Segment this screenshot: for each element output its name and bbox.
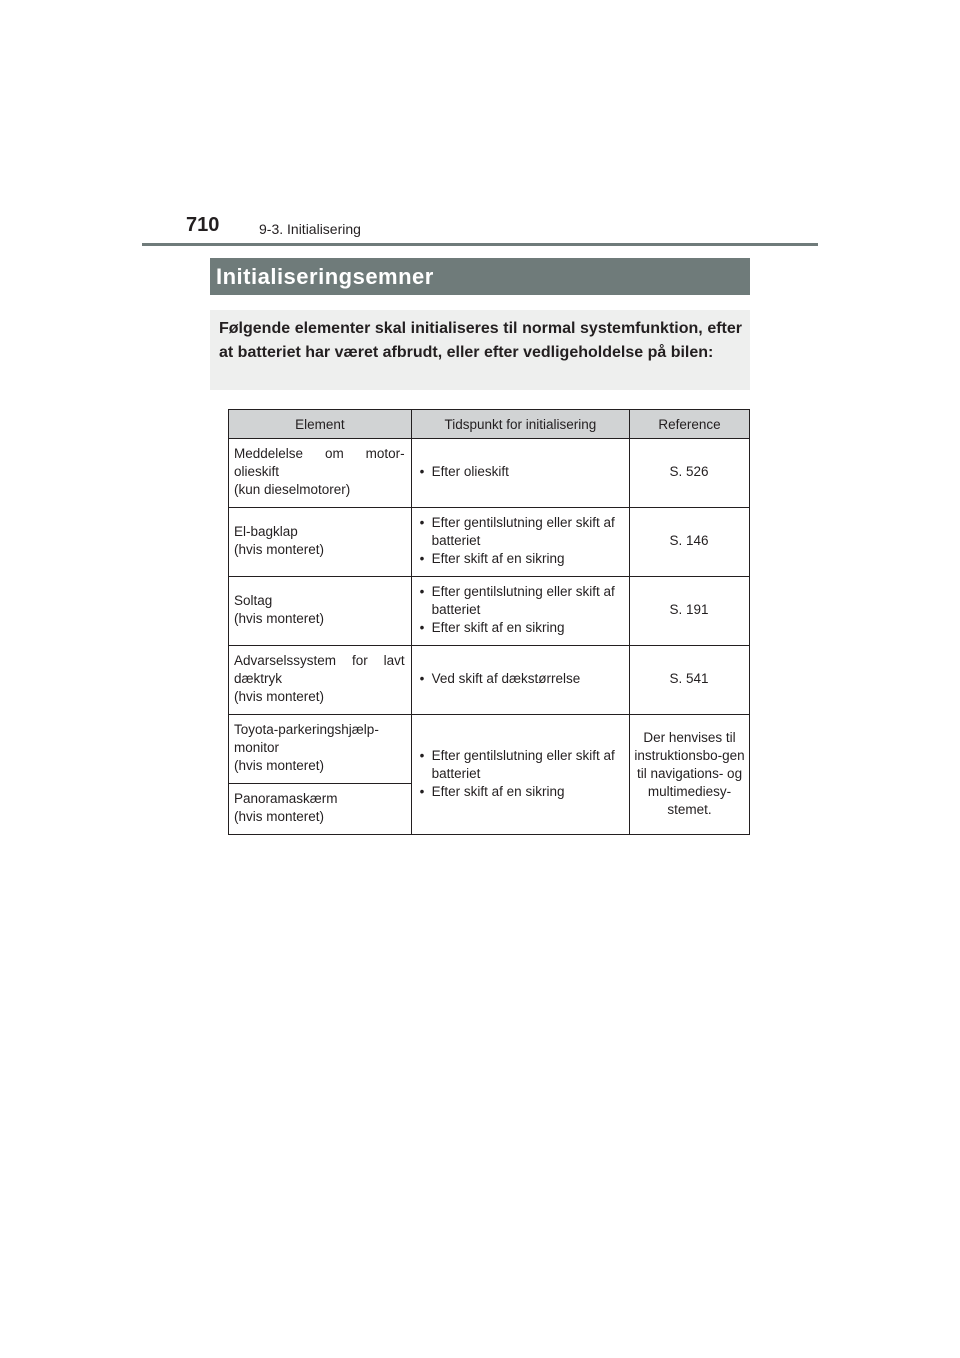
column-header-element: Element	[229, 410, 412, 439]
timing-item: • Efter skift af en sikring	[419, 620, 565, 635]
reference-cell: S. 526	[630, 439, 750, 508]
column-header-reference: Reference	[630, 410, 750, 439]
element-cell	[229, 439, 412, 508]
timing-cell	[411, 577, 629, 646]
reference-cell: Der henvises til instruktionsbo-gen til navigations- og multimediesy-stemet.	[630, 715, 750, 835]
section-title: Initialiseringsemner	[216, 263, 434, 289]
timing-item: • Efter gentilslutning eller skift af batteriet	[419, 515, 615, 548]
element-line: (hvis monteret)	[234, 758, 325, 773]
timing-item: • Efter skift af en sikring	[419, 551, 565, 566]
element-line: Advarselssystem for lavt	[234, 653, 405, 668]
bullet-icon: •	[419, 620, 425, 635]
bullet-icon: •	[419, 464, 425, 479]
table-row	[229, 508, 750, 577]
timing-item: • Efter gentilslutning eller skift af batteriet	[419, 747, 615, 781]
element-line: dæktryk	[234, 671, 283, 686]
bullet-icon: •	[419, 747, 425, 763]
timing-cell	[411, 715, 629, 835]
bullet-icon: •	[419, 551, 425, 566]
element-line: olieskift	[234, 464, 280, 479]
element-line: Panoramaskærm	[234, 791, 338, 806]
table-row	[229, 646, 750, 715]
page-number: 710	[186, 214, 220, 236]
element-cell	[229, 577, 412, 646]
element-line: (kun dieselmotorer)	[234, 482, 351, 497]
table-header-row	[229, 410, 750, 439]
element-cell	[229, 646, 412, 715]
section-title-bar	[210, 258, 750, 295]
column-header-timing: Tidspunkt for initialisering	[411, 410, 629, 439]
table-row	[229, 439, 750, 508]
timing-item: • Efter skift af en sikring	[419, 783, 565, 799]
reference-cell: S. 191	[630, 577, 750, 646]
reference-cell: S. 541	[630, 646, 750, 715]
initialization-table	[228, 409, 750, 835]
element-cell	[229, 715, 412, 784]
table-row	[229, 577, 750, 646]
header-rule	[142, 243, 818, 246]
table-row	[229, 715, 750, 784]
section-label: 9-3. Initialisering	[259, 221, 361, 237]
timing-item: • Efter gentilslutning eller skift af batteriet	[419, 584, 615, 617]
element-line: Soltag	[234, 593, 273, 608]
element-line: (hvis monteret)	[234, 689, 325, 704]
bullet-icon: •	[419, 584, 425, 599]
timing-cell	[411, 508, 629, 577]
element-line: El-bagklap	[234, 524, 298, 539]
element-cell	[229, 784, 412, 835]
timing-cell	[411, 439, 629, 508]
element-line: Toyota-parkeringshjælp-	[234, 722, 379, 737]
timing-cell	[411, 646, 629, 715]
element-line: (hvis monteret)	[234, 542, 325, 557]
element-line: (hvis monteret)	[234, 809, 325, 824]
intro-text: Følgende elementer skal initialiseres til normal systemfunktion, efter at batteriet har været afbrudt, eller efter vedligeholdelse på bilen:	[219, 320, 742, 361]
timing-item: • Ved skift af dækstørrelse	[419, 671, 581, 686]
element-cell	[229, 508, 412, 577]
element-line: (hvis monteret)	[234, 611, 325, 626]
bullet-icon: •	[419, 515, 425, 530]
element-line: Meddelelse om motor-	[234, 446, 405, 461]
timing-item: • Efter olieskift	[419, 464, 509, 479]
bullet-icon: •	[419, 671, 425, 686]
bullet-icon: •	[419, 783, 425, 799]
intro-box	[210, 310, 750, 390]
reference-cell: S. 146	[630, 508, 750, 577]
element-line: monitor	[234, 740, 280, 755]
